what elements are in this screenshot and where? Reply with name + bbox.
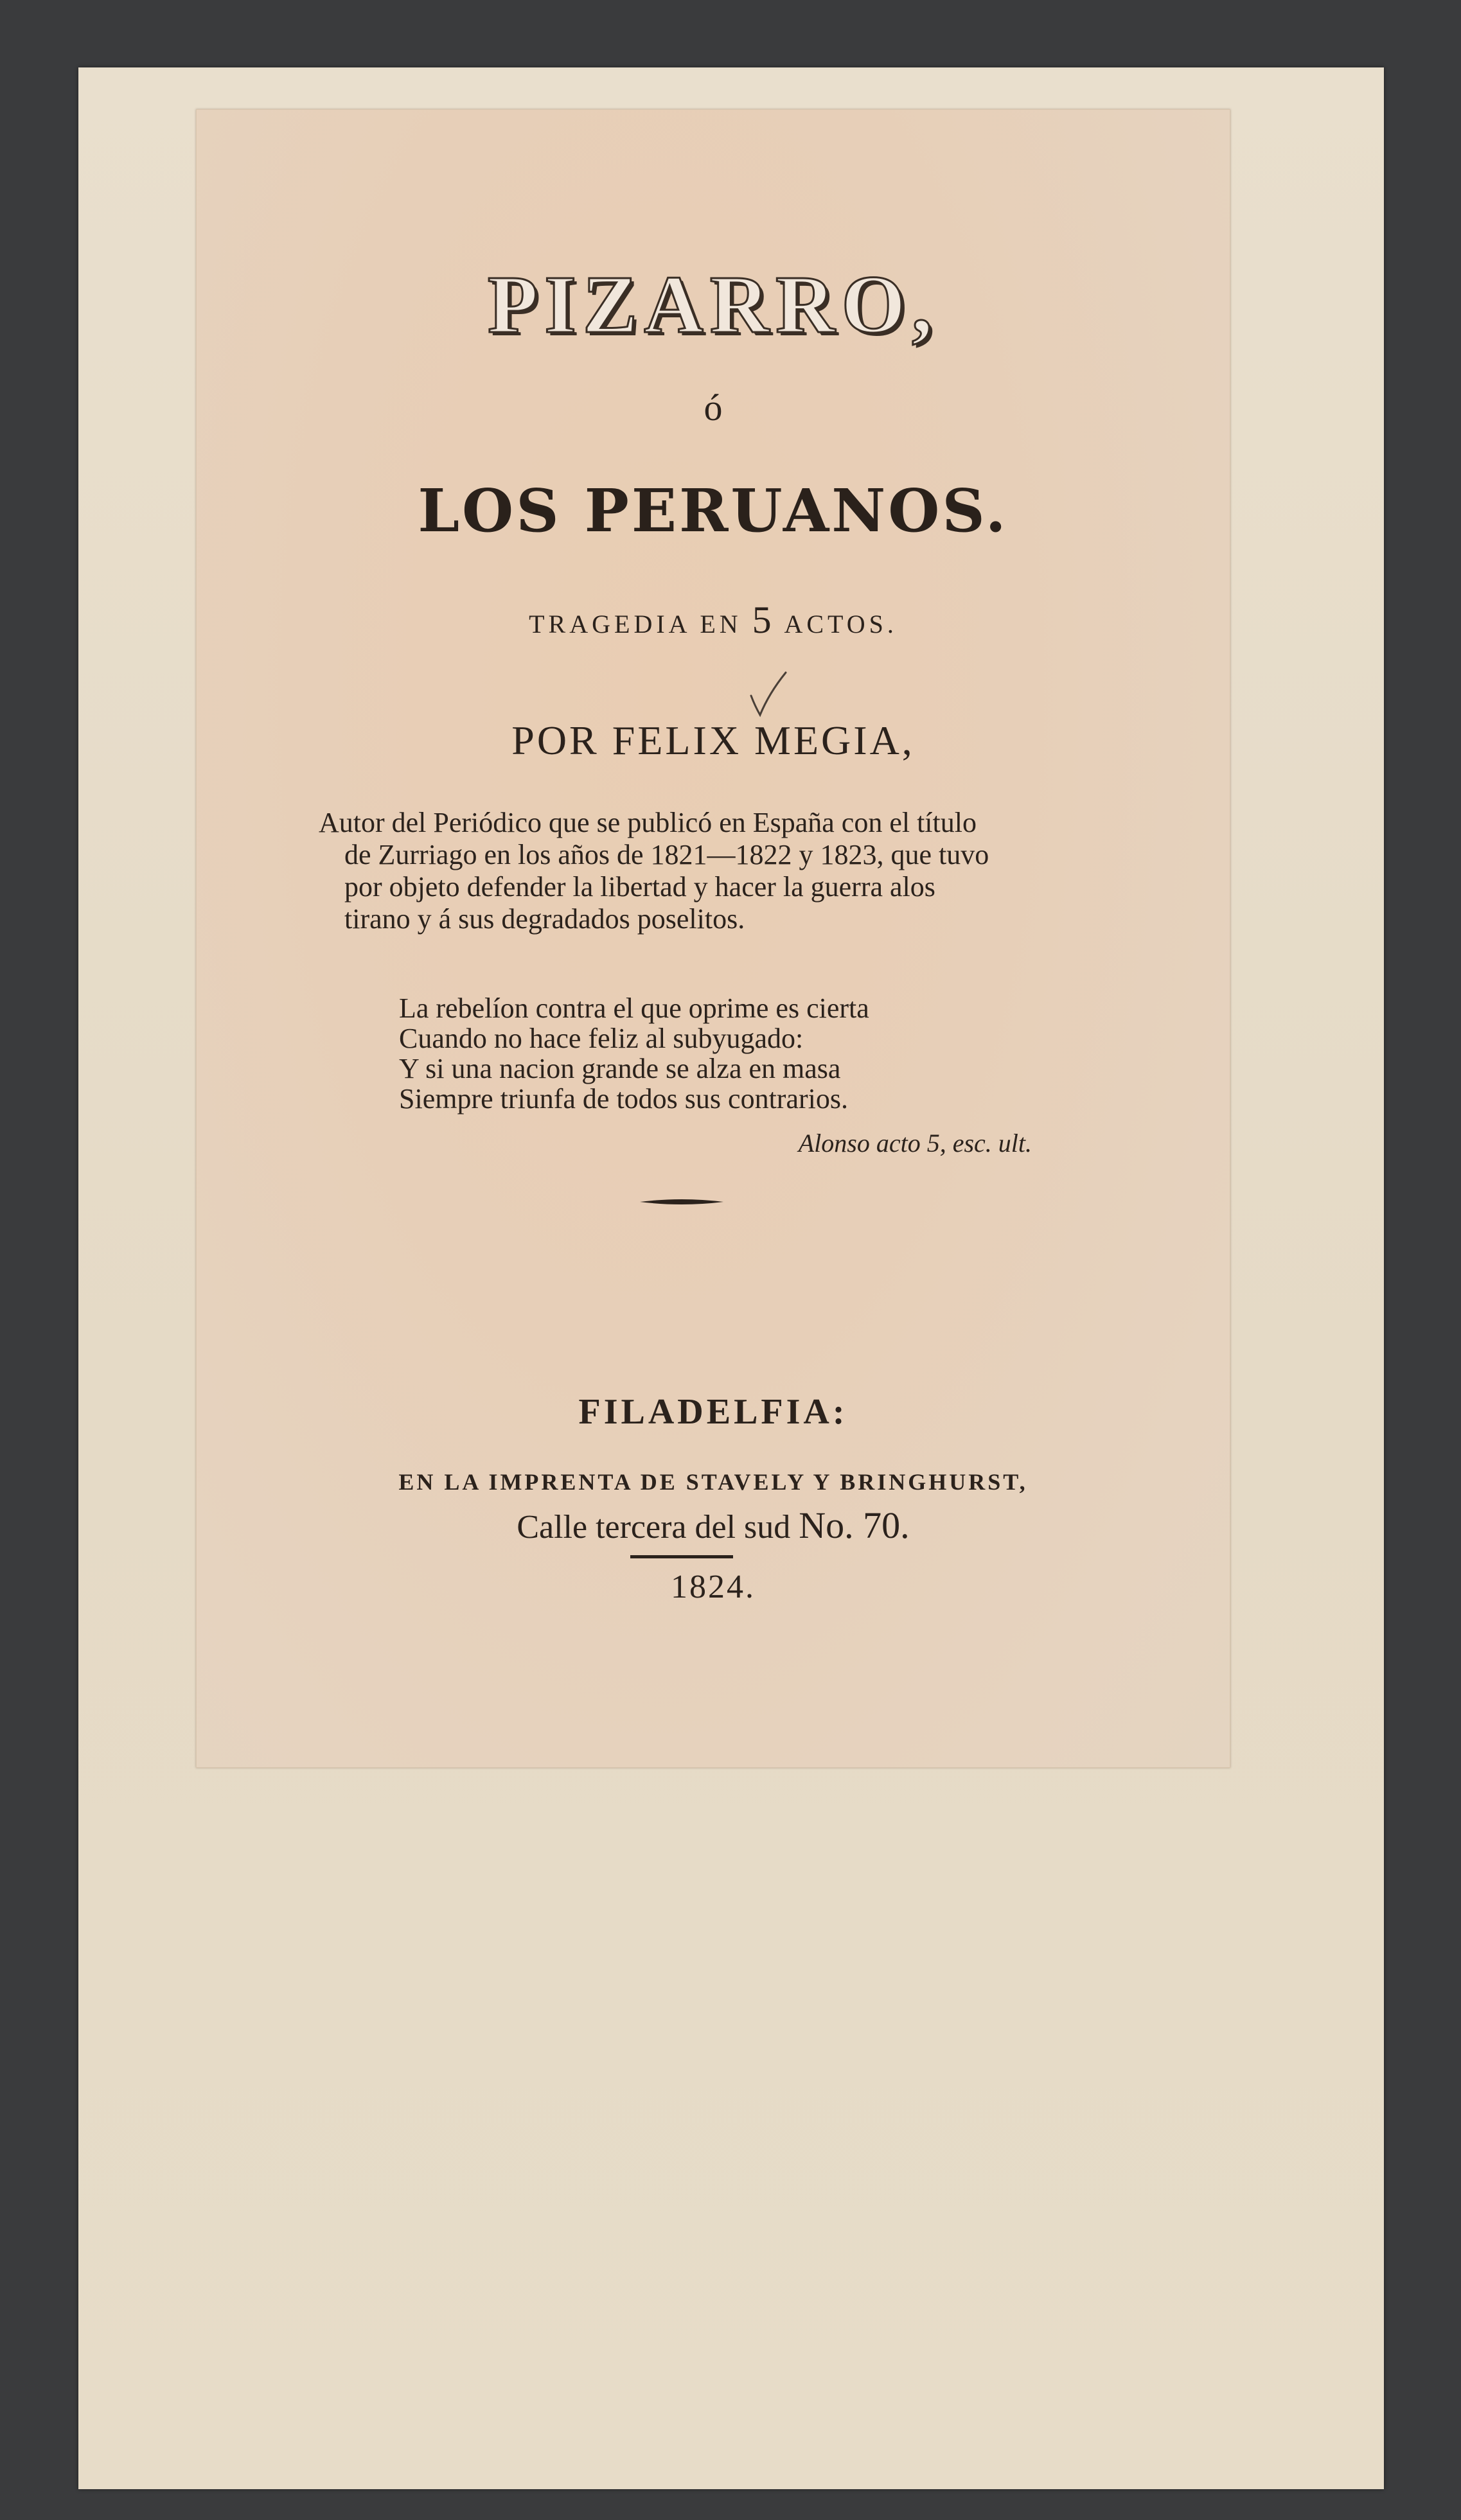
imprint-printer: EN LA IMPRENTA DE STAVELY Y BRINGHURST, <box>398 1469 1028 1495</box>
title-pizarro: PIZARRO, <box>487 259 939 350</box>
verse-line: Cuando no hace feliz al subyugado: <box>399 1023 804 1054</box>
epigraph-verse <box>399 993 977 1114</box>
imprint-year: 1824. <box>671 1569 756 1605</box>
address-street: Calle tercera del sud <box>517 1509 791 1546</box>
title-conjunction: ó <box>704 387 723 428</box>
bio-line: de Zurriago en los años de 1821—1822 y 1823, que tuvo <box>344 839 989 870</box>
author-biography <box>319 807 1064 935</box>
title-los-peruanos: LOS PERUANOS. <box>418 476 1009 545</box>
subtitle <box>197 598 1230 642</box>
imprint-address <box>197 1504 1230 1547</box>
bio-line: tirano y á sus degradados poselitos. <box>344 903 745 935</box>
subtitle-suffix: ACTOS. <box>784 610 898 639</box>
address-number: No. 70. <box>799 1504 910 1546</box>
imprint-city: FILADELFIA: <box>578 1392 848 1432</box>
title-page <box>196 109 1230 1768</box>
year-rule <box>630 1555 733 1558</box>
author-line: POR FELIX MEGIA, <box>511 718 915 763</box>
bio-line: por objeto defender la libertad y hacer la guerra alos <box>344 871 935 903</box>
subtitle-prefix: TRAGEDIA EN <box>529 610 742 639</box>
epigraph-attribution: Alonso acto 5, esc. ult. <box>798 1129 1032 1158</box>
ornamental-rule <box>640 1195 723 1208</box>
bio-line: Autor del Periódico que se publicó en España con el título <box>319 807 977 838</box>
verse-line: La rebelíon contra el que oprime es cierta <box>399 992 869 1024</box>
subtitle-number: 5 <box>752 599 775 641</box>
handwritten-check-mark <box>746 669 791 720</box>
verse-line: Siempre triunfa de todos sus contrarios. <box>399 1083 848 1115</box>
verse-line: Y si una nacion grande se alza en masa <box>399 1053 841 1084</box>
